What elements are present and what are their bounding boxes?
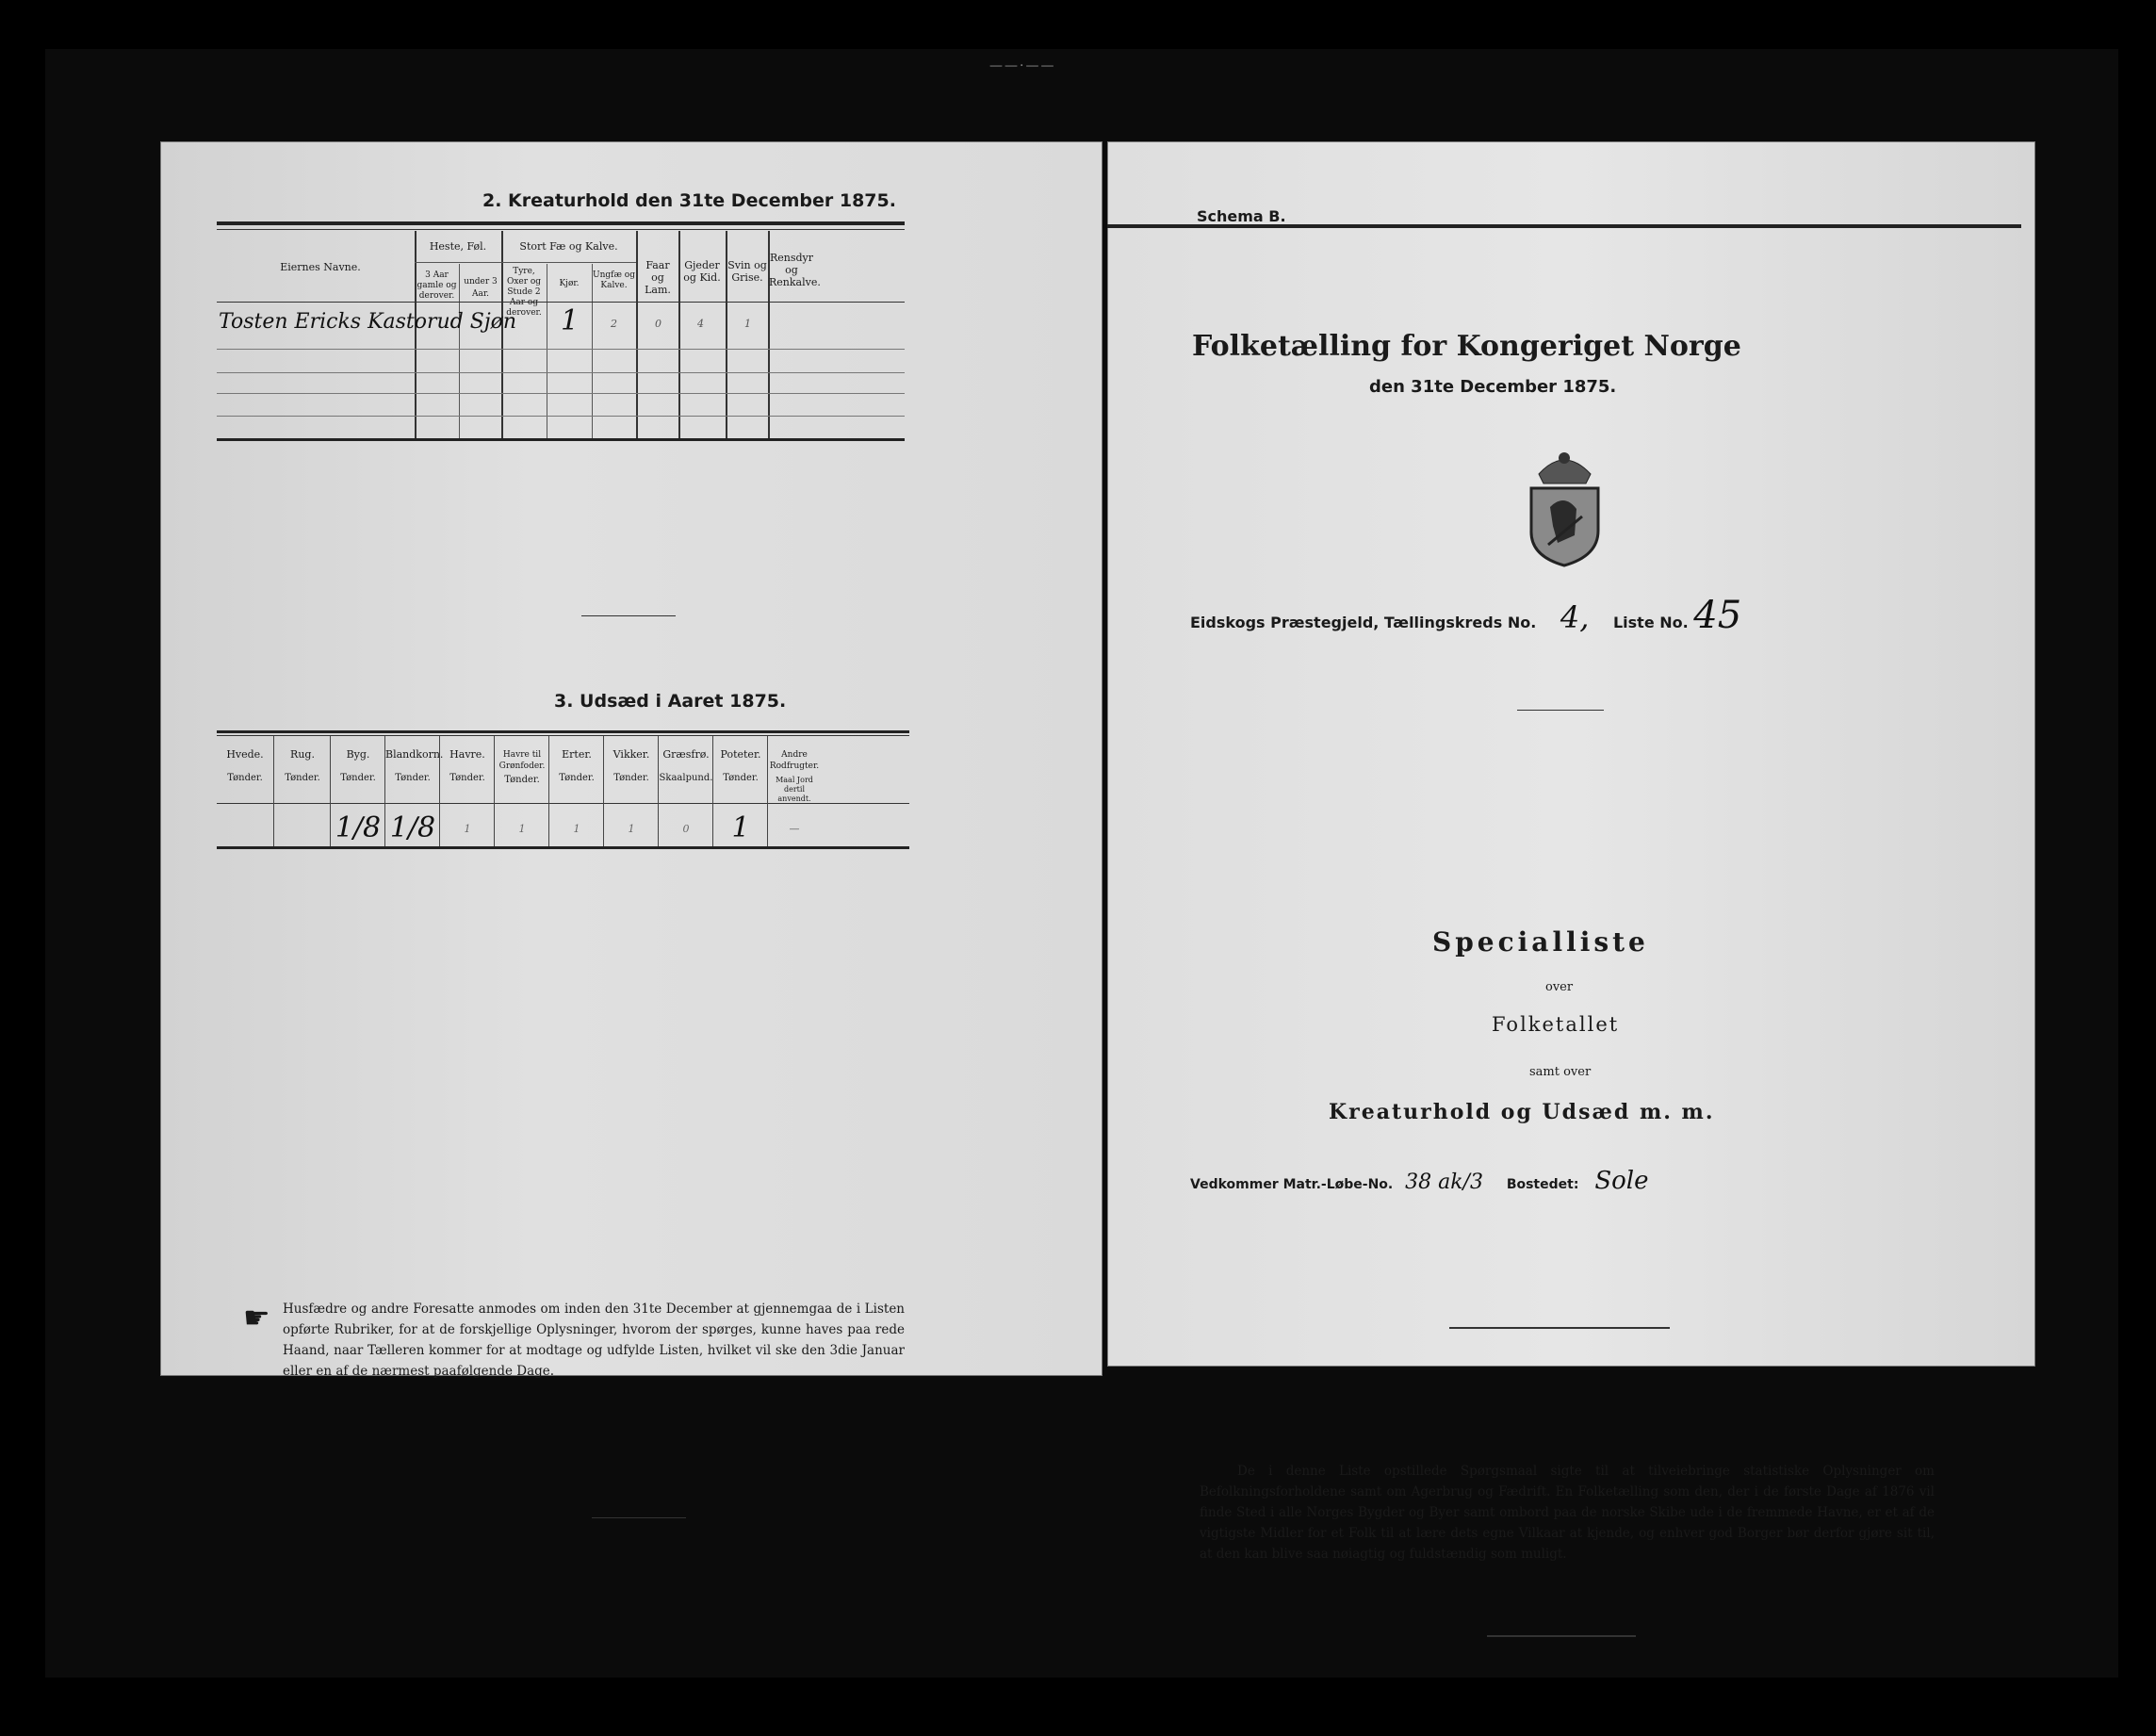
col-svin: Svin og Grise.	[727, 259, 767, 284]
col-rensdyr: Rensdyr og Renkalve.	[769, 252, 821, 288]
matr-line: Vedkommer Matr.-Løbe-No. 38 ak/3 Bostedet: Sole	[1190, 1167, 1649, 1195]
section2-title: 2. Kreaturhold den 31te December 1875.	[482, 190, 896, 211]
sowing-unit-10: Maal Jord dertil anvendt.	[776, 776, 813, 803]
col-heste: Heste, Føl.	[429, 240, 487, 253]
sowing-col-10	[767, 736, 821, 846]
sowing-header-8: Græsfrø.	[662, 748, 710, 761]
top-marks: ——·——	[989, 58, 1056, 74]
livestock-table: Eiernes Navne. Heste, Føl. 3 Aar gamle og derover. under 3 Aar. Stort Fæ og Kalve. Tyre, Oxer og Stude 2 Aar og derover. Kjør. Ungfæ og Kalve. Faar og Lam. Gjeder og Kid. Svin og Grise. Rensdyr og Renkalve. Tosten Ericks Kastorud Sjøn 1 2 0 4 1	[217, 231, 905, 440]
sowing-header-7: Vikker.	[612, 748, 650, 761]
sowing-value-6: 1	[573, 823, 580, 835]
pointing-hand-icon: ☛	[243, 1300, 270, 1335]
sowing-unit-3: Tønder.	[395, 773, 431, 783]
sowing-col-8	[658, 736, 713, 846]
sowing-value-5: 1	[518, 823, 526, 835]
sowing-header-6: Erter.	[562, 748, 592, 761]
kreaturhold-heading: Kreaturhold og Udsæd m. m.	[1329, 1100, 1715, 1124]
sowing-value-4: 1	[464, 823, 471, 835]
sowing-col-4	[439, 736, 495, 846]
sowing-col-5	[494, 736, 549, 846]
bosted-value: Sole	[1594, 1167, 1649, 1195]
sowing-unit-8: Skaalpund.	[659, 773, 713, 783]
coat-of-arms-icon	[1520, 441, 1609, 568]
sowing-value-8: 0	[682, 823, 690, 835]
sowing-header-9: Poteter.	[720, 748, 761, 761]
sowing-header-10: Andre Rodfrugter.	[769, 750, 820, 771]
notice-text: Husfædre og andre Foresatte anmodes om inden den 31te December at gjennemgaa de i Listen opførte Rubriker, for at de forskjellige Oplysninger, hvorom der spørges, kunne haves paa rede Haand, naar Tælleren kommer for at modtage og udfylde Listen, hvilket vil ske den 3die Januar eller en af de nærmest paafølgende Dage.	[283, 1302, 905, 1379]
section3-title: 3. Udsæd i Aaret 1875.	[554, 691, 787, 712]
schema-label: Schema B.	[1197, 207, 1286, 225]
specialliste-heading: Specialliste	[1432, 926, 1649, 958]
matr-value: 38 ak/3	[1405, 1171, 1483, 1194]
left-page	[160, 141, 1102, 1379]
sowing-unit-6: Tønder.	[559, 773, 595, 783]
sowing-unit-2: Tønder.	[340, 773, 376, 783]
col-faar: Faar og Lam.	[645, 259, 671, 296]
sowing-unit-5: Tønder.	[504, 775, 540, 785]
right-page: Schema B. Folketælling for Kongeriget Norge den 31te December 1875. Eidskogs Præstegjeld, Tællingskreds No. 4, Liste No. 45 Specialliste over Folketallet samt over Kreaturhold og Udsæd m. m. Vedkommer Matr.-Løbe-No. 38 ak/3 Bostedet: Sole De i denne Liste opstillede Spørgsmaal sigte til at tilveiebringe statistiske Oplysninger om Befolkningsforholdene samt om Agerbrug og Fædrift. En Folketælling som den, der i de første Dage af 1876 vil finde Sted i alle Norges Bygder og Byer samt ombord paa de norske Skibe ude i de fremmede Havne, er et af de vigtigste Midler for et Folk til at lære dets egne Vilkaar at kjende, og enhver god Borger bør derfor gjøre sit til, at den kan blive saa nøiagtig og fuldstændig som muligt.	[1107, 141, 2035, 1367]
sowing-col-2	[330, 736, 385, 846]
sowing-col-6	[548, 736, 604, 846]
sowing-header-0: Hvede.	[226, 748, 264, 761]
sowing-header-3: Blandkorn.	[385, 748, 444, 761]
district-no: 4,	[1560, 599, 1590, 635]
col-gjeder: Gjeder og Kid.	[683, 259, 721, 284]
body-text: De i denne Liste opstillede Spørgsmaal sigte til at tilveiebringe statistiske Oplysninger om Befolkningsforholdene samt om Agerbrug og Fædrift. En Folketælling som den, der i de første Dage af 1876 vil finde Sted i alle Norges Bygder og Byer samt ombord paa de norske Skibe ude i de fremmede Havne, er et af de vigtigste Midler for et Folk til at lære dets egne Vilkaar at kjende, og enhver god Borger bør derfor gjøre sit til, at den kan blive saa nøiagtig og fuldstændig som muligt.	[1200, 1464, 1935, 1562]
sowing-unit-1: Tønder.	[285, 773, 320, 783]
owner-name: Tosten Ericks Kastorud Sjøn	[219, 310, 517, 334]
sowing-col-3	[384, 736, 444, 846]
sowing-value-2: 1/8	[335, 811, 382, 844]
sowing-header-4: Havre.	[449, 748, 485, 761]
sowing-header-5: Havre til Grønfoder.	[498, 750, 546, 771]
col-eiernes: Eiernes Navne.	[280, 261, 361, 273]
sowing-header-1: Rug.	[290, 748, 315, 761]
sowing-col-1	[273, 736, 331, 846]
sowing-unit-0: Tønder.	[227, 773, 263, 783]
liste-no: 45	[1693, 594, 1742, 637]
sowing-col-0	[217, 736, 273, 846]
main-title: Folketælling for Kongeriget Norge	[1192, 330, 1741, 363]
col-stort: Stort Fæ og Kalve.	[519, 240, 618, 253]
sowing-value-3: 1/8	[389, 811, 436, 844]
district-line: Eidskogs Præstegjeld, Tællingskreds No. 4, Liste No. 45	[1190, 594, 1742, 637]
kjor-value: 1	[561, 304, 580, 337]
sowing-header-2: Byg.	[346, 748, 370, 761]
sowing-col-7	[603, 736, 659, 846]
sowing-col-9	[712, 736, 768, 846]
sowing-unit-9: Tønder.	[723, 773, 759, 783]
sowing-unit-4: Tønder.	[449, 773, 485, 783]
sowing-unit-7: Tønder.	[613, 773, 649, 783]
sowing-table	[217, 730, 909, 848]
folketallet-heading: Folketallet	[1492, 1013, 1620, 1036]
sowing-value-9: 1	[731, 811, 750, 844]
sowing-value-7: 1	[628, 823, 635, 835]
main-subtitle: den 31te December 1875.	[1369, 377, 1617, 397]
sowing-value-10: —	[789, 823, 800, 835]
